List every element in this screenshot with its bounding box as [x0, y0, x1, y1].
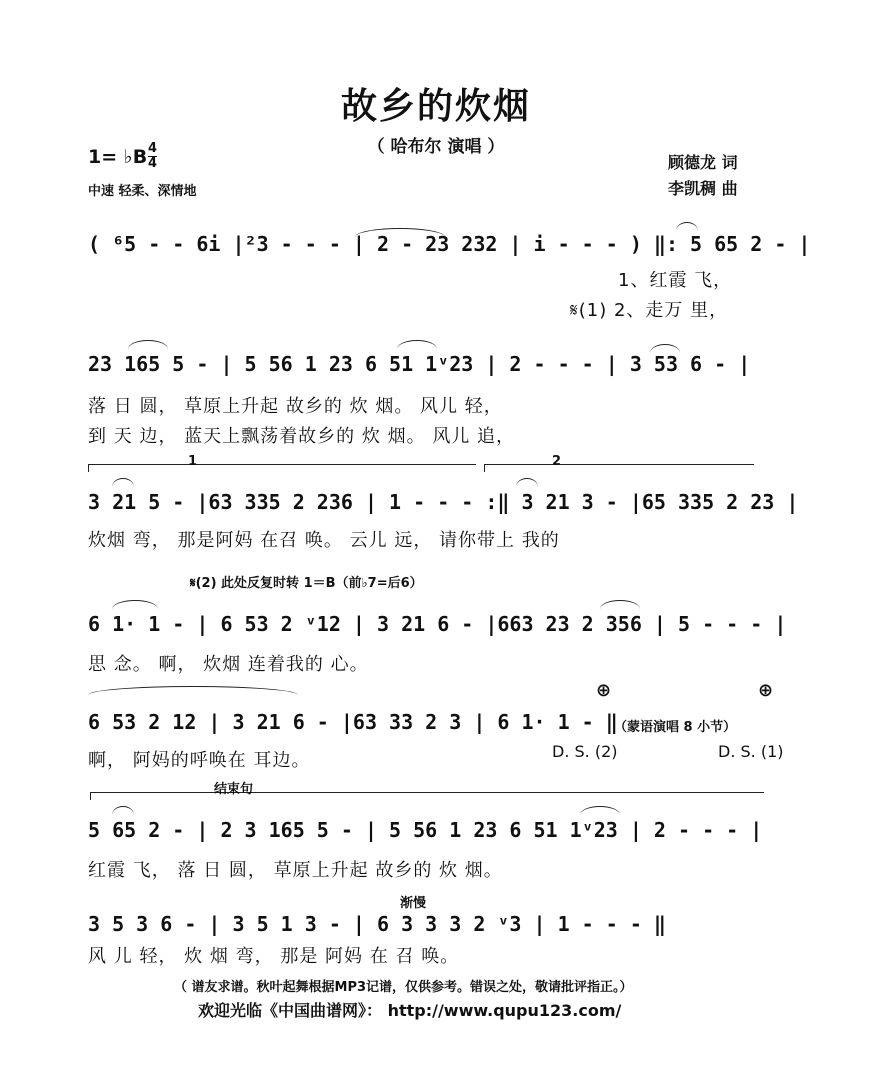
footer-site: 欢迎光临《中国曲谱网》： http://www.qupu123.com/ — [198, 1001, 622, 1020]
slur-mark — [88, 686, 298, 695]
slur-mark — [112, 478, 134, 487]
lyric-verse1-start: 1、红霞 飞， — [618, 270, 733, 291]
slur-mark — [355, 228, 445, 237]
lyric-line-2a: 落 日 圆， 草原上升起 故乡的 炊 烟。 风儿 轻， — [88, 396, 503, 417]
time-signature — [148, 142, 157, 171]
lyric-line-6: 红霞 飞， 落 日 圆， 草原上升起 故乡的 炊 烟。 — [88, 860, 503, 881]
ritardando-marking: 渐慢 — [400, 896, 427, 911]
slur-mark — [397, 340, 437, 349]
volta-bracket-2 — [484, 464, 754, 465]
coda-bracket — [90, 792, 764, 793]
slur-mark — [128, 340, 168, 349]
volta-1-label: 1 — [188, 454, 198, 469]
lyric-line-4: 思 念。 啊， 炊烟 连着我的 心。 — [88, 654, 369, 675]
volta-tick — [88, 464, 89, 472]
lyric-line-5: 啊， 阿妈的呼唤在 耳边。 — [88, 750, 311, 771]
tempo-marking: 中速 轻柔、深情地 — [88, 184, 197, 199]
slur-mark — [580, 806, 620, 815]
slur-mark — [112, 806, 134, 815]
coda-icon: ⊕ — [758, 680, 774, 701]
lyric-line-3: 炊烟 弯， 那是阿妈 在召 唤。 云儿 远， 请你带上 我的 — [88, 530, 560, 551]
slur-mark — [676, 222, 698, 231]
staff-line-6: 5 65 2 - | 2 3 165 5 - | 5 56 1 23 6 51 1ᵛ23 | 2 - - - | — [88, 818, 763, 842]
time-sig-bottom: 4 — [148, 156, 158, 171]
singer-credit: （ 哈布尔 演唱 ） — [367, 137, 505, 157]
ds-2-marking: D. S. (2) — [552, 742, 618, 761]
slur-mark — [516, 478, 538, 487]
song-title: 故乡的炊烟 — [340, 86, 531, 127]
lyric-line-7: 风 儿 轻， 炊 烟 弯， 那是 阿妈 在 召 唤。 — [88, 946, 460, 967]
coda-label: 结束句 — [214, 782, 254, 797]
lyric-line-2b: 到 天 边， 蓝天上飘荡着故乡的 炊 烟。 风儿 追， — [88, 426, 516, 447]
lyric-verse2-start: 𝄋(1) 2、走万 里， — [570, 300, 729, 321]
mongolian-note: （蒙语演唱 8 小节） — [614, 720, 737, 735]
ds-1-marking: D. S. (1) — [718, 742, 784, 761]
staff-line-3: 3 21 5 - |63 335 2 236 | 1 - - - :‖ 3 21 3 - |65 335 2 23 | — [88, 490, 799, 514]
staff-line-2: 23 165 5 - | 5 56 1 23 6 51 1ᵛ23 | 2 - - - | 3 53 6 - | — [88, 352, 751, 376]
coda-bracket-tick — [90, 792, 91, 800]
lyricist-credit: 顾德龙 词 — [668, 153, 738, 172]
composer-credit: 李凯稠 曲 — [668, 179, 738, 198]
staff-line-5: 6 53 2 12 | 3 21 6 - |63 33 2 3 | 6 1· 1 - ‖ — [88, 710, 618, 734]
volta-tick — [484, 464, 485, 472]
slur-mark — [600, 600, 640, 609]
staff-line-7: 3 5 3 6 - | 3 5 1 3 - | 6 3 3 3 2 ᵛ3 | 1 - - - ‖ — [88, 912, 666, 936]
segno-modulation-note: 𝄋(2) 此处反复时转 1＝B（前♭7=后6） — [190, 576, 423, 591]
key-signature: 1= ♭B — [88, 146, 148, 168]
time-sig-top: 4 — [148, 141, 158, 156]
staff-line-1: ( ⁶5 - - 6i |²3 - - - | 2 - 23 232 | i - - - ) ‖: 5 65 2 - | — [88, 232, 811, 256]
staff-line-4: 6 1· 1 - | 6 53 2 ᵛ12 | 3 21 6 - |663 23 2 356 | 5 - - - | — [88, 612, 787, 636]
footer-note: （ 谱友求谱。秋叶起舞根据MP3记谱，仅供参考。错误之处，敬请批评指正。） — [174, 980, 633, 995]
slur-mark — [650, 344, 680, 353]
volta-bracket-1 — [88, 464, 476, 465]
volta-2-label: 2 — [552, 454, 562, 469]
slur-mark — [112, 600, 158, 609]
coda-icon: ⊕ — [596, 680, 612, 701]
